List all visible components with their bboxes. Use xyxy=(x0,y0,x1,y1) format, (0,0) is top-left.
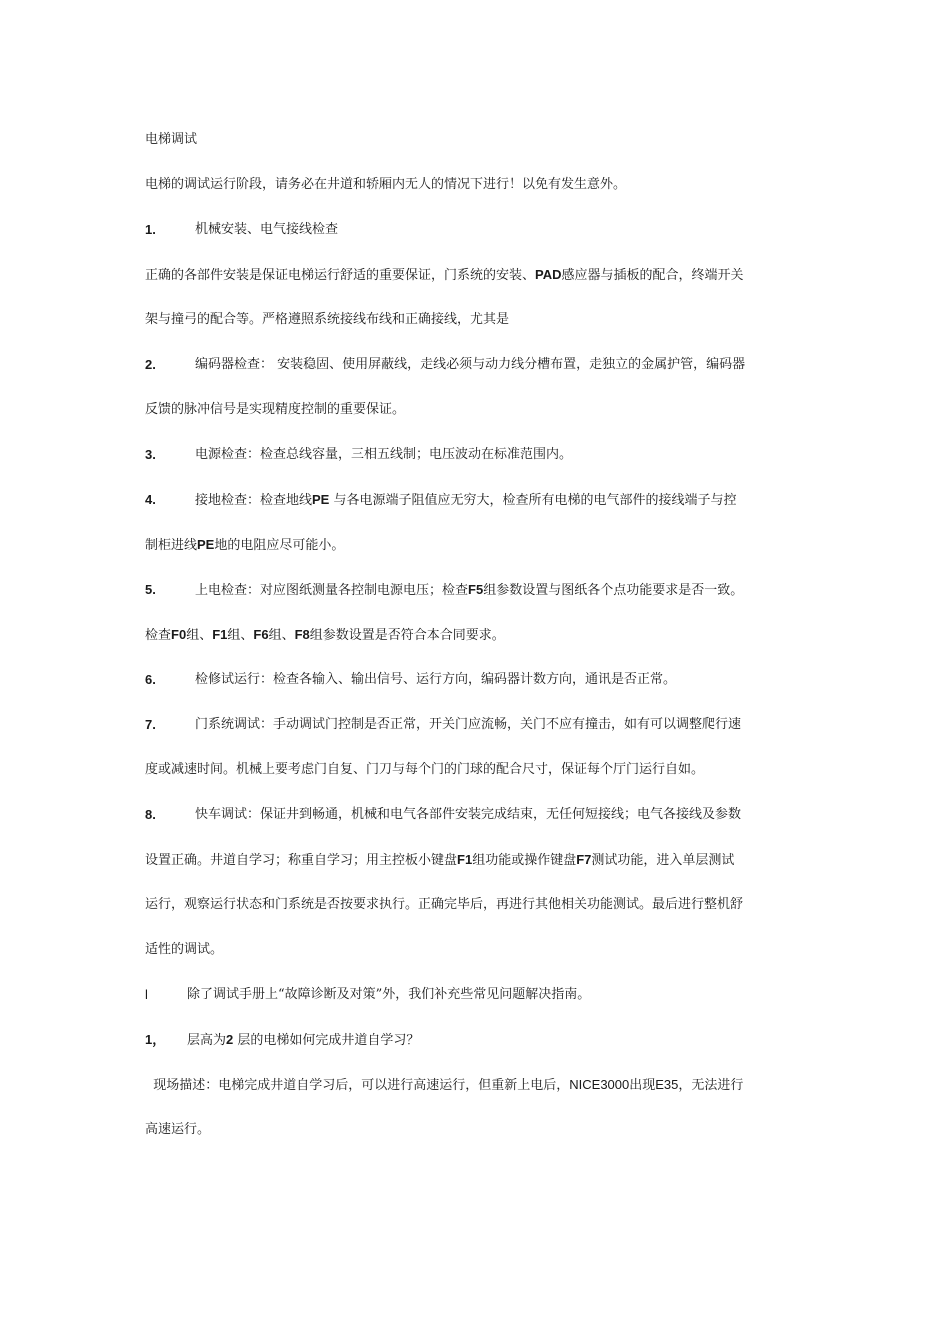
text-span: 组、 xyxy=(268,628,295,643)
faq-question xyxy=(187,1032,419,1049)
item-heading: 机械安装、电气接线检查 xyxy=(195,222,339,237)
item-1-body-line-1 xyxy=(145,267,744,284)
item-number: 4. xyxy=(145,492,156,507)
item-text: 快车调试：保证井到畅通，机械和电气各部件安装完成结束，无任何短接线；电气各接线及参数 xyxy=(195,807,742,822)
text-span: NICE3000 xyxy=(569,1077,630,1092)
text-span: F7 xyxy=(576,852,592,867)
item-1-body-line-2: 架与撞弓的配合等。严格遵照系统接线布线和正确接线，尤其是 xyxy=(145,312,510,327)
doc-title: 电梯调试 xyxy=(145,132,198,147)
faq-description-line-2: 高速运行。 xyxy=(145,1122,211,1137)
item-5-line-2 xyxy=(145,627,505,644)
text-span: PAD xyxy=(535,267,562,282)
text-span: 层高为 xyxy=(187,1033,227,1048)
text-span: PE xyxy=(197,537,215,552)
text-span: E35 xyxy=(655,1077,679,1092)
item-text: 电源检查：检查总线容量，三相五线制；电压波动在标准范围内。 xyxy=(195,447,573,462)
text-span: F6 xyxy=(253,627,269,642)
text-span: 2 xyxy=(226,1032,234,1047)
text-span: F8 xyxy=(294,627,310,642)
text-span: 地的电阻应尽可能小。 xyxy=(214,538,345,553)
text-span: 感应器与插板的配合，终端开关 xyxy=(561,268,744,283)
text-span: 检查 xyxy=(145,628,172,643)
item-8-line xyxy=(145,807,742,824)
faq-description-line-1 xyxy=(145,1077,743,1094)
intro-paragraph: 电梯的调试运行阶段，请务必在井道和轿厢内无人的情况下进行！以免有发生意外。 xyxy=(145,177,627,192)
item-4-line-2 xyxy=(145,537,344,554)
faq-question-line xyxy=(145,1032,420,1049)
item-number: 8. xyxy=(145,807,156,822)
item-2-line-2: 反馈的脉冲信号是实现精度控制的重要保证。 xyxy=(145,402,406,417)
item-number: 6. xyxy=(145,672,156,687)
text-span: PE xyxy=(312,492,330,507)
text-span: 组参数设置是否符合本合同要求。 xyxy=(309,628,505,643)
text-span: 设置正确。井道自学习；称重自学习；用主控板小键盘 xyxy=(145,853,458,868)
text-span: F1 xyxy=(457,852,473,867)
bullet-line xyxy=(145,987,591,1004)
text-span: F0 xyxy=(171,627,187,642)
text-span: 组参数设置与图纸各个点功能要求是否一致。 xyxy=(483,583,744,598)
item-2-line xyxy=(145,357,746,374)
text-span: 测试功能，进入单层测试 xyxy=(591,853,735,868)
faq-number: 1， xyxy=(145,1032,166,1047)
item-3-line xyxy=(145,447,573,464)
item-7-line xyxy=(145,717,742,734)
item-number: 2. xyxy=(145,357,156,372)
item-4-line xyxy=(145,492,737,509)
item-5-line xyxy=(145,582,744,599)
item-1-line xyxy=(145,222,339,239)
text-span: 与各电源端子阻值应无穷大，检查所有电梯的电气部件的接线端子与控 xyxy=(333,493,737,508)
item-text xyxy=(195,582,743,599)
item-text xyxy=(195,492,737,509)
text-span: 出现 xyxy=(629,1078,656,1093)
item-8-line-3: 运行，观察运行状态和门系统是否按要求执行。正确完毕后，再进行其他相关功能测试。最后进行整机舒 xyxy=(145,897,744,912)
text-span: 组、 xyxy=(186,628,213,643)
text-span: 接地检查：检查地线 xyxy=(195,493,313,508)
text-span: 现场描述：电梯完成井道自学习后，可以进行高速运行，但重新上电后， xyxy=(145,1078,570,1093)
item-number: 3. xyxy=(145,447,156,462)
item-text: 门系统调试：手动调试门控制是否正常，开关门应流畅，关门不应有撞击，如有可以调整爬行速 xyxy=(195,717,742,732)
text-span: ，无法进行 xyxy=(678,1078,744,1093)
text-span: 正确的各部件安装是保证电梯运行舒适的重要保证，门系统的安装、 xyxy=(145,268,536,283)
item-7-line-2: 度或减速时间。机械上要考虑门自复、门刀与每个门的门球的配合尺寸，保证每个厅门运行自如。 xyxy=(145,762,705,777)
text-span: 层的电梯如何完成井道自学习？ xyxy=(237,1033,420,1048)
text-span: F5 xyxy=(468,582,484,597)
item-8-line-4: 适性的调试。 xyxy=(145,942,224,957)
item-6-line xyxy=(145,672,677,689)
item-text: 检修试运行：检查各输入、输出信号、运行方向，编码器计数方向，通讯是否正常。 xyxy=(195,672,677,687)
item-number: 1. xyxy=(145,222,156,237)
text-span: F1 xyxy=(212,627,228,642)
item-text: 编码器检查： 安装稳固、使用屏蔽线，走线必须与动力线分槽布置，走独立的金属护管，编码器 xyxy=(195,357,746,372)
item-8-line-2 xyxy=(145,852,734,869)
text-span: 组功能或操作键盘 xyxy=(472,853,577,868)
text-span: 制柜进线 xyxy=(145,538,198,553)
bullet-text: 除了调试手册上“故障诊断及对策”外，我们补充些常见问题解决指南。 xyxy=(187,987,591,1002)
bullet-mark: l xyxy=(145,987,148,1002)
item-number: 7. xyxy=(145,717,156,732)
item-number: 5. xyxy=(145,582,156,597)
text-span: 组、 xyxy=(227,628,254,643)
text-span: 上电检查：对应图纸测量各控制电源电压；检查 xyxy=(195,583,469,598)
